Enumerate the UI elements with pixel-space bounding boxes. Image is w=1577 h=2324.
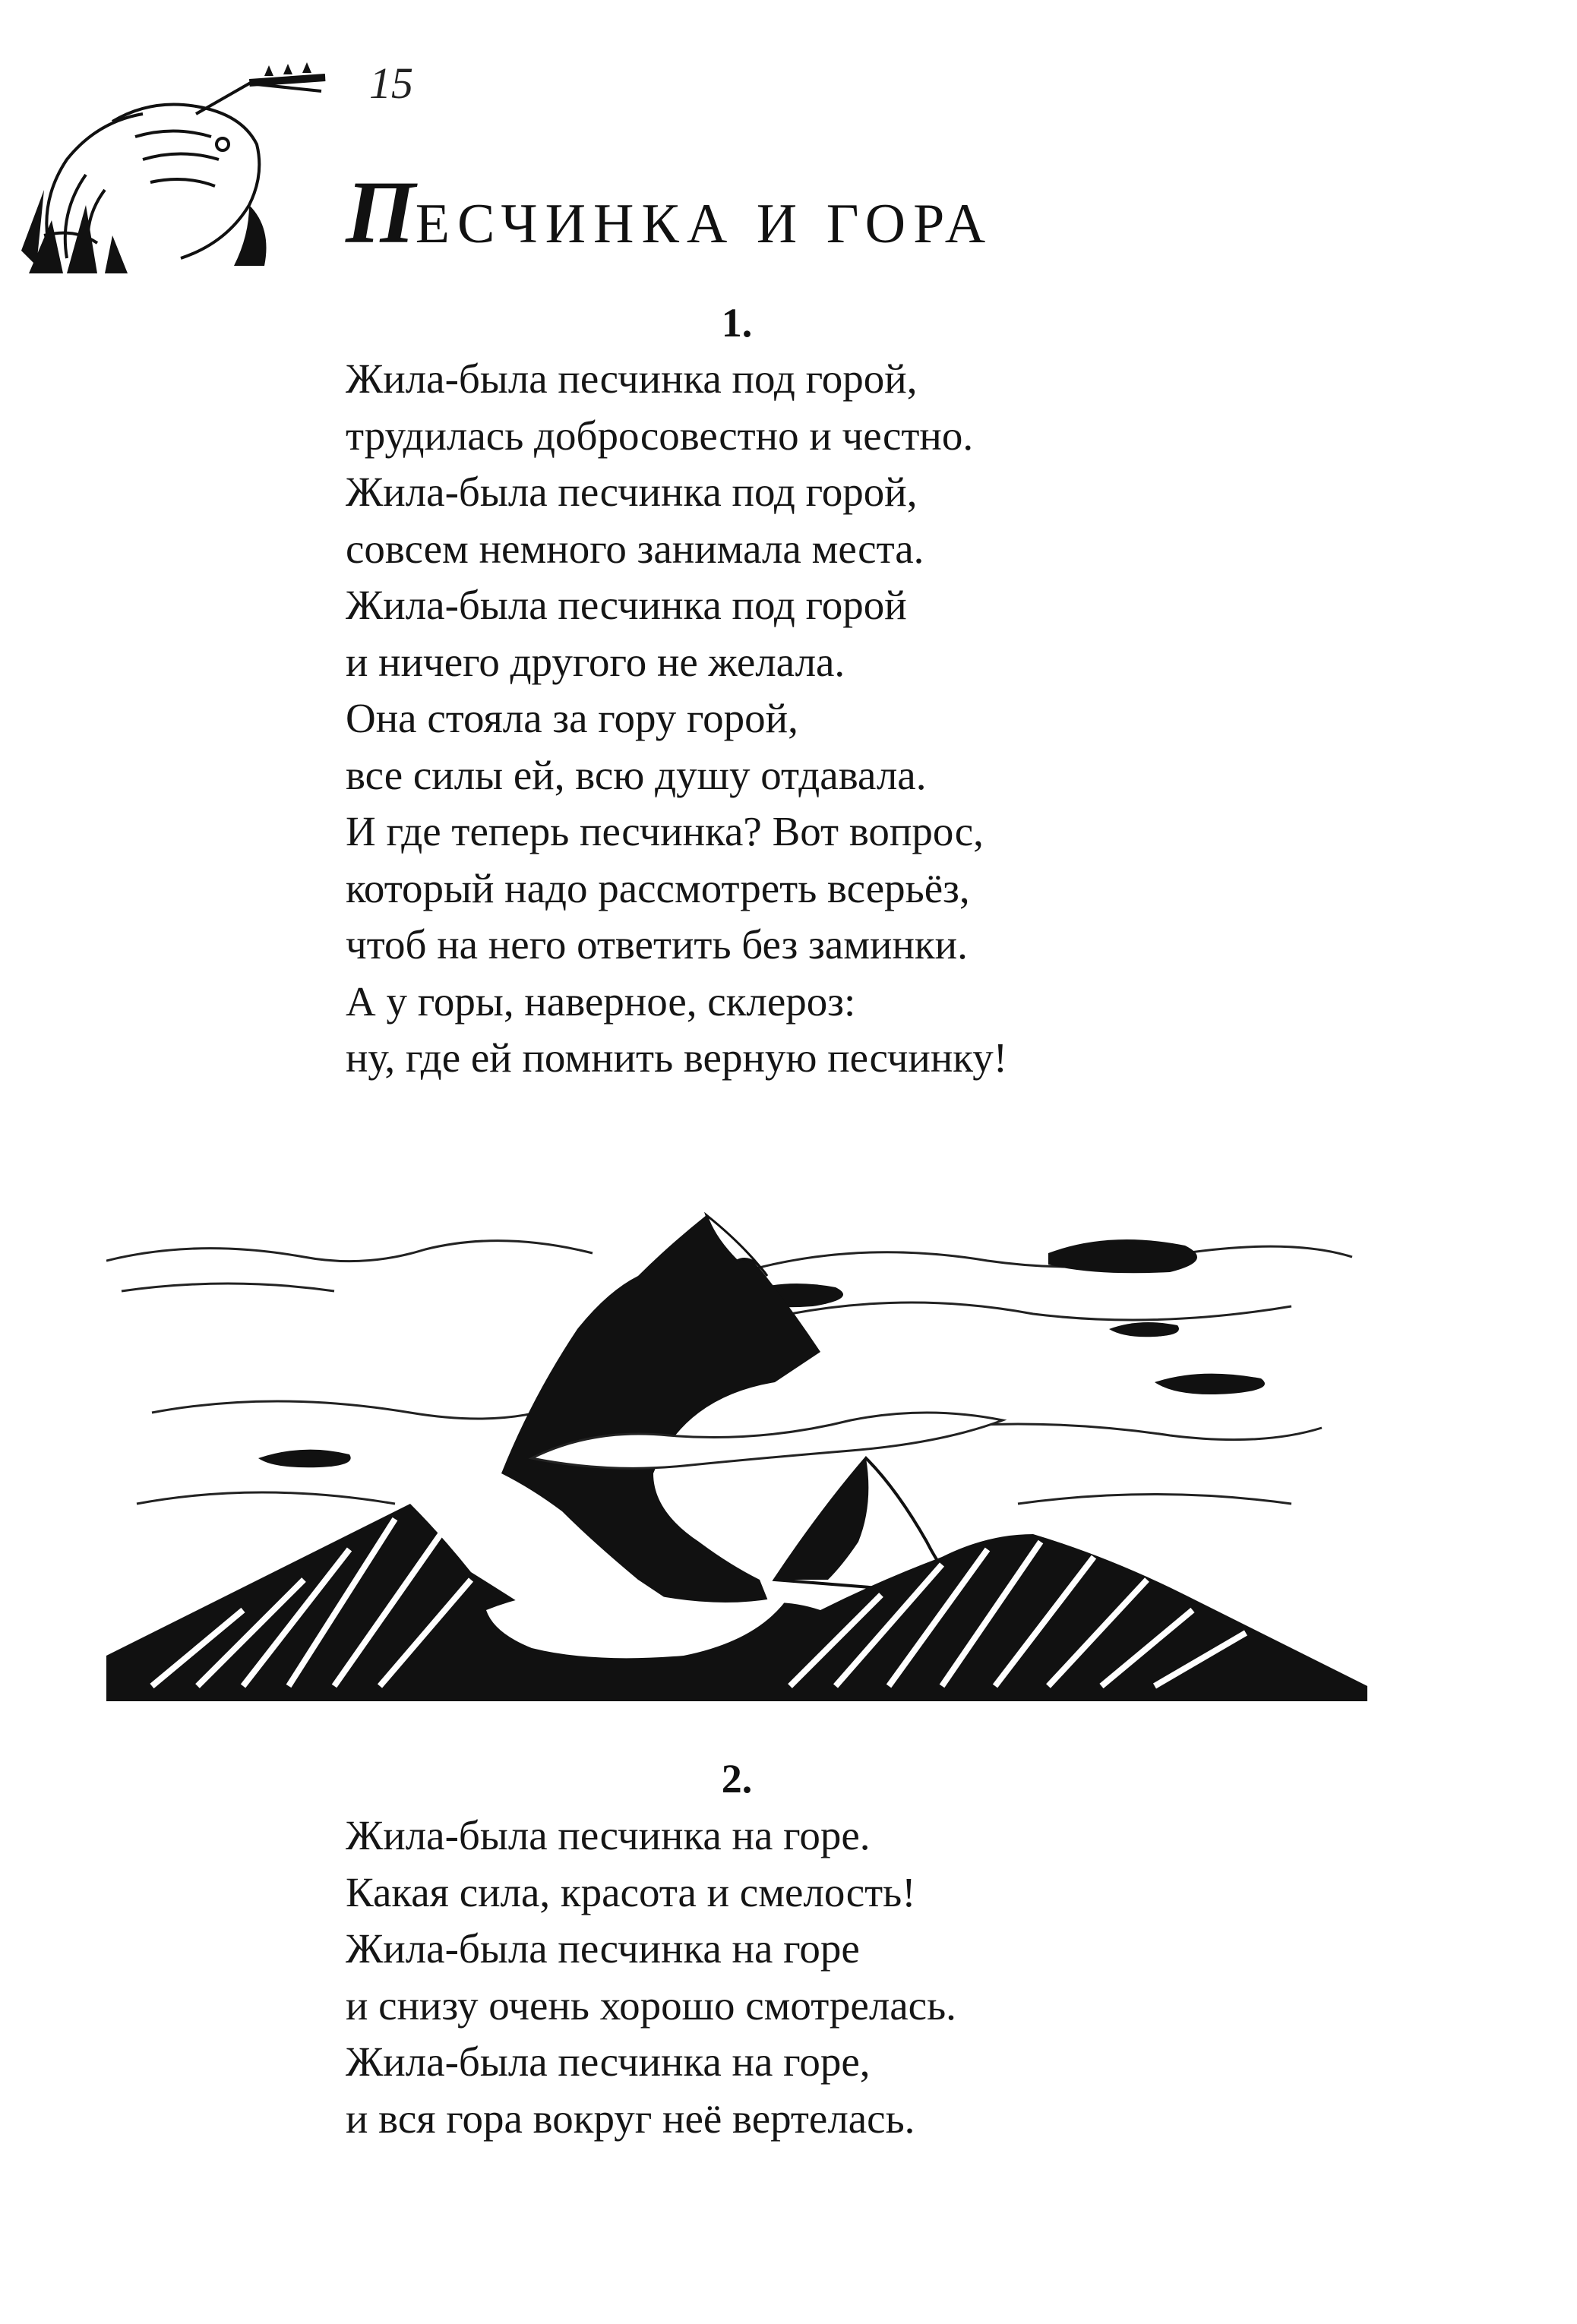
verse-line: чтоб на него ответить без заминки.	[346, 921, 968, 968]
verse-line: и ничего другого не желала.	[346, 638, 845, 685]
mountain-illustration	[106, 1185, 1367, 1716]
verse-line: и вся гора вокруг неё вертелась.	[346, 2095, 915, 2142]
page-number: 15	[369, 58, 413, 108]
verse-line: Жила-была песчинка на горе.	[346, 1812, 871, 1858]
verse-line: Жила-была песчинка под горой	[346, 582, 907, 628]
verse-line: совсем немного занимала места.	[346, 525, 924, 572]
title-initial: П	[346, 163, 416, 262]
verse-line: все силы ей, всю душу отдавала.	[346, 751, 927, 798]
verse-line: и снизу очень хорошо смотрелась.	[346, 1981, 956, 2029]
stanza-number-1: 1.	[721, 300, 753, 346]
verse-line: А у горы, наверное, склероз:	[346, 977, 856, 1025]
title-text: ЕСЧИНКА И ГОРА	[415, 193, 994, 255]
verse-line: Какая сила, красота и смелость!	[346, 1868, 916, 1915]
verse-line: Жила-была песчинка на горе,	[346, 2038, 871, 2085]
verse-line: который надо рассмотреть всерьёз,	[346, 864, 970, 911]
verse-line: Жила-была песчинка под горой,	[346, 355, 918, 402]
page-title	[346, 163, 994, 262]
stanza-number-2: 2.	[721, 1756, 753, 1801]
creature-illustration	[21, 53, 340, 273]
verse-line: ну, где ей помнить верную песчинку!	[346, 1034, 1008, 1081]
verse-line: Жила-была песчинка на горе	[346, 1925, 860, 1972]
stanza-2	[346, 1808, 956, 2147]
stanza-1	[346, 351, 1007, 1087]
verse-line: трудилась добросовестно и честно.	[346, 412, 974, 459]
verse-line: И где теперь песчинка? Вот вопрос,	[346, 808, 984, 854]
verse-line: Она стояла за гору горой,	[346, 695, 798, 741]
verse-line: Жила-была песчинка под горой,	[346, 469, 918, 515]
